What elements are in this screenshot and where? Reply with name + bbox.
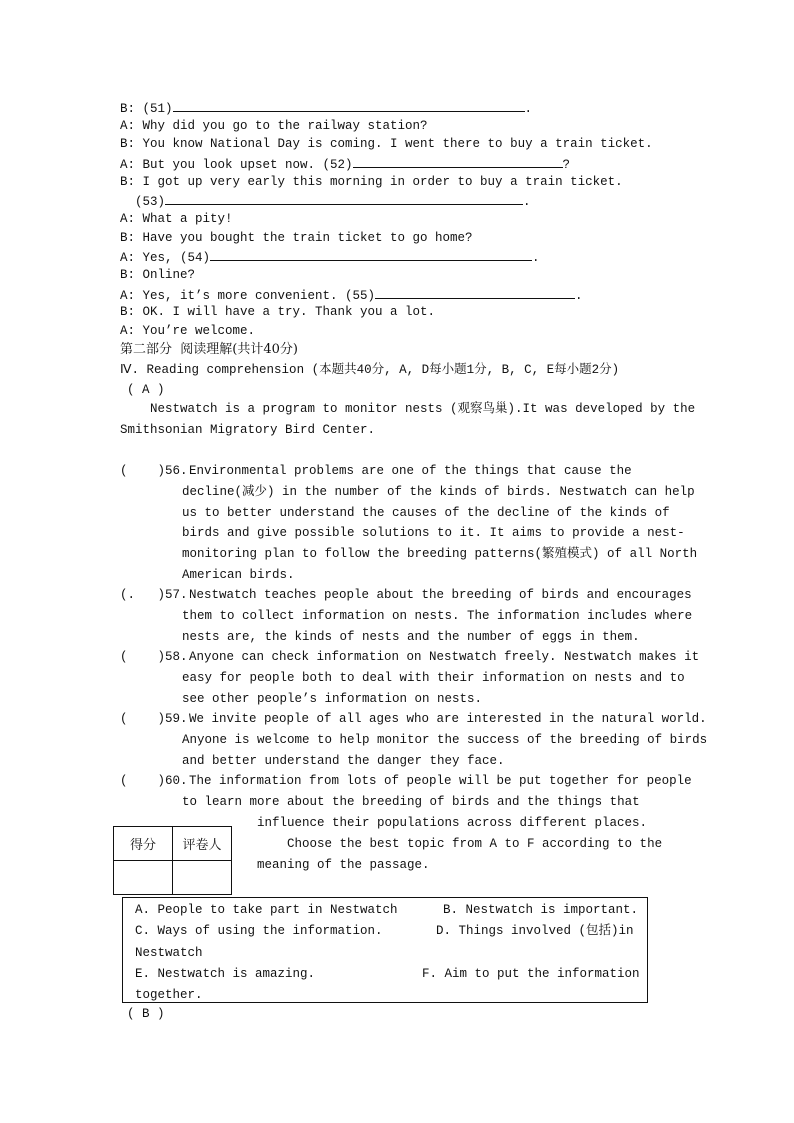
option-e: E. Nestwatch is amazing. [135, 967, 316, 981]
line-text: ? [562, 158, 571, 172]
part2-heading: 第二部分 阅读理解(共计40分) [120, 342, 298, 357]
passage-label-a: ( A ) [127, 383, 165, 397]
dialogue-line: B: You know National Day is coming. I went there to buy a train ticket. [120, 137, 653, 151]
dialogue-line: B: Have you bought the train ticket to go home? [120, 231, 473, 245]
question-58-text: Anyone can check information on Nestwatch freely. Nestwatch makes it [189, 650, 700, 664]
passage-label-b: ( B ) [127, 1007, 165, 1021]
answer-blank-55[interactable] [375, 286, 575, 299]
intro-text: Nestwatch is a program to monitor nests (观察鸟巢).It was developed by the [120, 402, 696, 416]
option-d-continued: Nestwatch [135, 946, 203, 960]
option-b: B. Nestwatch is important. [443, 903, 639, 917]
option-f: F. Aim to put the information [422, 967, 640, 981]
instruction-text: meaning of the passage. [257, 858, 430, 872]
dialogue-line-55 [120, 286, 583, 304]
question-59-text: and better understand the danger they face. [182, 754, 505, 768]
score-table [113, 826, 232, 895]
answer-blank-52[interactable] [353, 155, 563, 168]
score-cell[interactable] [114, 861, 173, 895]
dialogue-line: A: What a pity! [120, 212, 233, 226]
line-text: . [575, 289, 583, 303]
dialogue-line: B: Online? [120, 268, 196, 282]
line-text: B: (51) [120, 102, 173, 116]
question-60-text: The information from lots of people will be put together for people [189, 774, 692, 788]
option-c: C. Ways of using the information. [135, 924, 383, 938]
question-58-text: see other people’s information on nests. [182, 692, 483, 706]
option-f-continued: together. [135, 988, 203, 1002]
line-text: . [524, 102, 533, 116]
question-56-text: birds and give possible solutions to it. It aims to provide a nest- [182, 526, 685, 540]
question-60-text: influence their populations across different places. [257, 816, 648, 830]
question-57-text: them to collect information on nests. The information includes where [182, 609, 693, 623]
line-text: A: But you look upset now. (52) [120, 158, 353, 172]
instruction-text: Choose the best topic from A to F according to the [257, 837, 663, 851]
question-58-answer-slot[interactable]: ( )58. [120, 650, 188, 664]
dialogue-line: A: Why did you go to the railway station? [120, 119, 428, 133]
question-59-text: We invite people of all ages who are interested in the natural world. [189, 712, 707, 726]
intro-text: Smithsonian Migratory Bird Center. [120, 423, 376, 437]
grader-cell[interactable] [173, 861, 232, 895]
line-text: A: Yes, (54) [120, 251, 211, 265]
question-60-answer-slot[interactable]: ( )60. [120, 774, 188, 788]
dialogue-line-51 [120, 99, 532, 117]
option-d: D. Things involved (包括)in [436, 924, 634, 938]
answer-blank-54[interactable] [210, 248, 532, 261]
line-text: (53) [120, 195, 166, 209]
dialogue-line: B: OK. I will have a try. Thank you a lot. [120, 305, 436, 319]
dialogue-line: A: You’re welcome. [120, 324, 256, 338]
answer-blank-51[interactable] [173, 99, 525, 112]
question-57-text: nests are, the kinds of nests and the number of eggs in them. [182, 630, 640, 644]
dialogue-line-54 [120, 248, 540, 266]
score-header: 得分 [114, 827, 173, 861]
question-59-answer-slot[interactable]: ( )59. [120, 712, 188, 726]
option-a: A. People to take part in Nestwatch [135, 903, 398, 917]
question-56-text: Environmental problems are one of the things that cause the [189, 464, 632, 478]
dialogue-line-53 [120, 192, 531, 210]
question-56-answer-slot[interactable]: ( )56. [120, 464, 188, 478]
question-56-text: monitoring plan to follow the breeding patterns(繁殖模式) of all North [182, 547, 698, 561]
answer-blank-53[interactable] [165, 192, 523, 205]
dialogue-line: B: I got up very early this morning in order to buy a train ticket. [120, 175, 623, 189]
question-57-answer-slot[interactable]: (. )57. [120, 588, 188, 602]
dialogue-line-52 [120, 155, 570, 173]
grader-header: 评卷人 [173, 827, 232, 861]
question-56-text: decline(减少) in the number of the kinds of birds. Nestwatch can help [182, 485, 695, 499]
question-59-text: Anyone is welcome to help monitor the success of the breeding of birds [182, 733, 708, 747]
question-56-text: us to better understand the causes of the decline of the kinds of [182, 506, 670, 520]
question-57-text: Nestwatch teaches people about the breeding of birds and encourages [189, 588, 692, 602]
section-heading: Ⅳ. Reading comprehension (本题共40分, A, D每小题1分, B, C, E每小题2分) [120, 363, 620, 377]
question-60-text: to learn more about the breeding of birds and the things that [182, 795, 640, 809]
question-56-text: American birds. [182, 568, 295, 582]
line-text: A: Yes, it’s more convenient. (55) [120, 289, 376, 303]
line-text: . [523, 195, 531, 209]
line-text: . [532, 251, 540, 265]
question-58-text: easy for people both to deal with their information on nests and to [182, 671, 685, 685]
